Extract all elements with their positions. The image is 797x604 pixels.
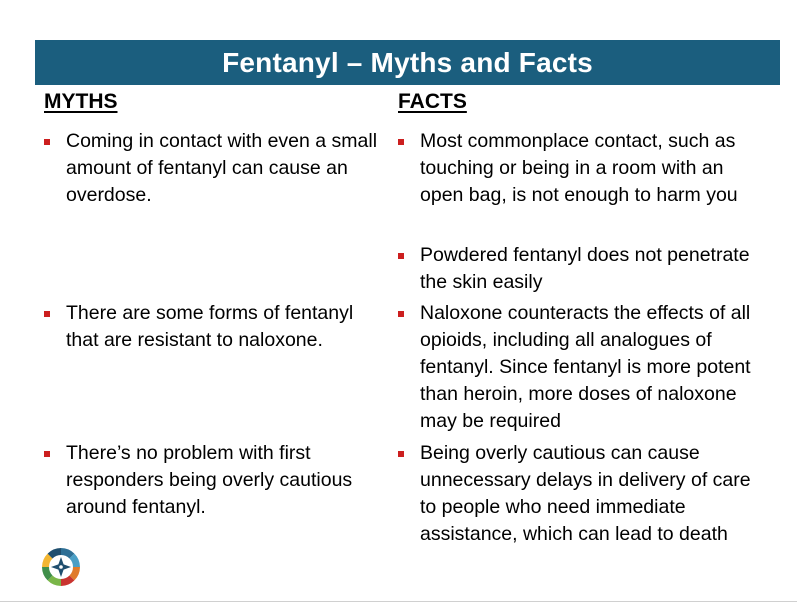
fact-item-2 [398, 242, 758, 296]
fact-text: Naloxone counteracts the effects of all opioids, including all analogues of fentanyl. Since fentanyl is more potent than heroin, more doses of naloxone may be required [420, 302, 751, 432]
fact-text: Most commonplace contact, such as touching or being in a room with an open bag, is not enough to harm you [420, 130, 738, 206]
myth-item-3 [44, 440, 384, 521]
bullet-square-icon [398, 253, 404, 259]
myth-item-2 [44, 300, 384, 354]
slide-title: Fentanyl – Myths and Facts [222, 46, 593, 78]
bottom-divider [0, 601, 797, 602]
myth-text: There are some forms of fentanyl that are resistant to naloxone. [66, 302, 354, 351]
fact-text: Being overly cautious can cause unnecessary delays in delivery of care to people who need immediate assistance, which can lead to death [420, 442, 751, 545]
bullet-square-icon [44, 311, 50, 317]
myth-text: There’s no problem with first responders being overly cautious around fentanyl. [66, 442, 353, 518]
fact-text: Powdered fentanyl does not penetrate the skin easily [420, 244, 750, 293]
bullet-square-icon [44, 139, 50, 145]
bullet-square-icon [398, 311, 404, 317]
title-bar [35, 40, 780, 85]
fact-item-4 [398, 440, 758, 548]
fact-item-3 [398, 300, 758, 435]
bullet-square-icon [398, 139, 404, 145]
compass-star-logo-icon [41, 547, 81, 587]
myth-text: Coming in contact with even a small amount of fentanyl can cause an overdose. [66, 130, 378, 206]
myth-item-1 [44, 128, 384, 209]
fact-item-1 [398, 128, 758, 209]
bullet-square-icon [44, 451, 50, 457]
bullet-square-icon [398, 451, 404, 457]
myths-header: MYTHS [44, 90, 118, 113]
facts-header: FACTS [398, 90, 467, 113]
